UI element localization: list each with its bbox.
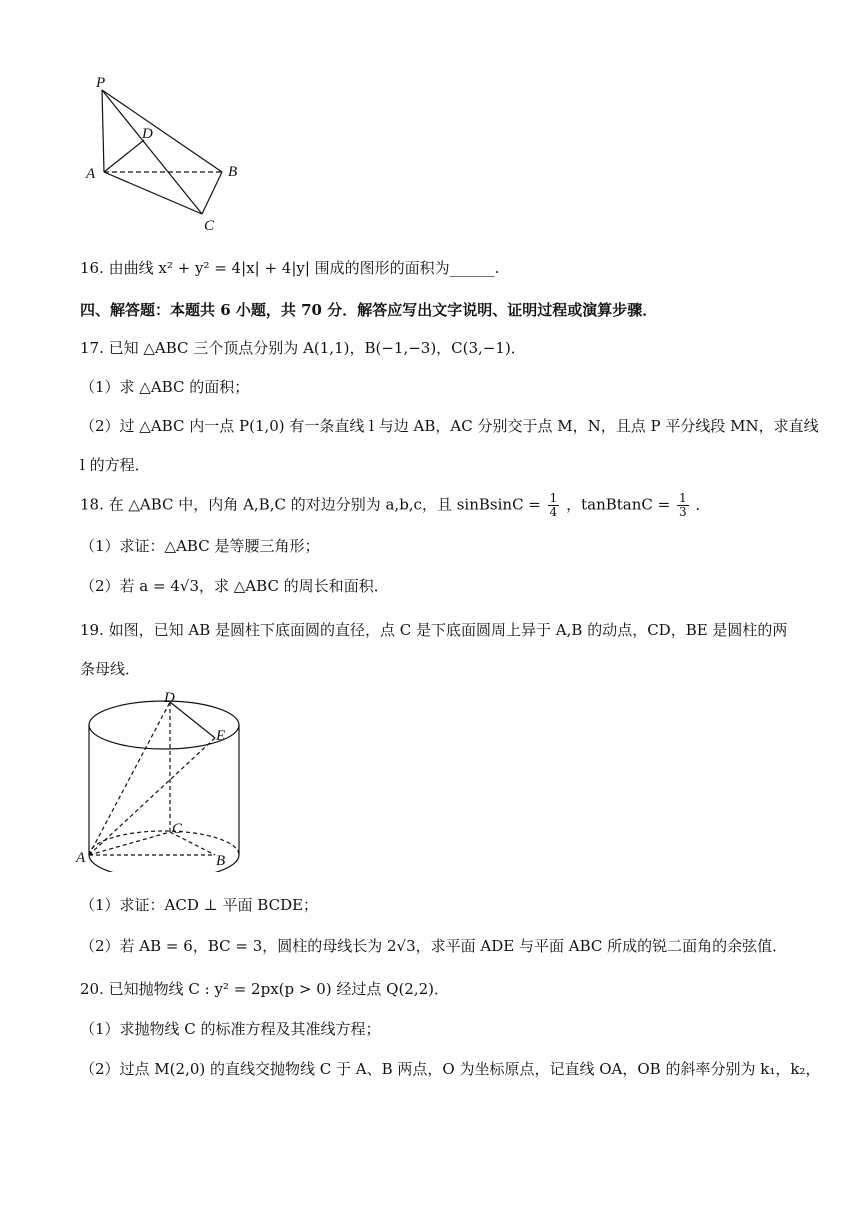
label-d: D (164, 690, 175, 706)
question-17-part2: （2）过 △ABC 内一点 P(1,0) 有一条直线 l 与边 AB，AC 分别交于点 M，N，且点 P 平分线段 MN，求直线 (80, 417, 819, 435)
edge-ad (89, 702, 170, 855)
question-19-stem: 19. 如图，已知 AB 是圆柱下底面圆的直径，点 C 是下底面圆周上异于 A,B 的动点，CD，BE 是圆柱的两 (80, 621, 788, 639)
question-19-stem-cont: 条母线． (80, 660, 141, 678)
label-e: E (216, 728, 226, 744)
label-c: C (204, 218, 215, 234)
question-19-part2: （2）若 AB = 6，BC = 3，圆柱的母线长为 2√3，求平面 ADE 与平面 ABC 所成的锐二面角的余弦值． (80, 937, 788, 955)
label-c: C (172, 821, 183, 837)
q18-stem-b: ，tanBtanC = (566, 495, 671, 514)
q18-stem-c: ． (695, 495, 711, 514)
label-a: A (76, 850, 86, 866)
fraction-one-third: $\frac{1}{3}$ (678, 491, 687, 519)
edge-pc (102, 90, 202, 214)
question-20-part1: （1）求抛物线 C 的标准方程及其准线方程； (80, 1020, 381, 1038)
question-17-part2-cont: l 的方程． (80, 456, 150, 474)
question-16: 16. 由曲线 x² + y² = 4|x| + 4|y| 围成的图形的面积为______. (80, 259, 500, 277)
label-d: D (142, 126, 153, 142)
question-19-part1: （1）求证：ACD ⊥ 平面 BCDE； (80, 896, 319, 914)
edge-ac (104, 172, 202, 214)
pyramid-figure (80, 72, 250, 237)
q18-stem-a: 18. 在 △ABC 中，内角 A,B,C 的对边分别为 a,b,c，且 sinBsinC = (80, 495, 541, 514)
edge-ad (104, 140, 144, 172)
edge-de (170, 702, 215, 738)
question-18-part2: （2）若 a = 4√3，求 △ABC 的周长和面积． (80, 577, 389, 595)
question-18-stem (80, 492, 710, 519)
cylinder-figure (74, 690, 249, 872)
question-18-part1: （1）求证：△ABC 是等腰三角形； (80, 537, 320, 555)
label-a: A (86, 166, 96, 182)
question-20-part2: （2）过点 M(2,0) 的直线交抛物线 C 于 A、B 两点，O 为坐标原点，记直线 OA，OB 的斜率分别为 k₁，k₂， (80, 1060, 821, 1078)
edge-pa (102, 90, 104, 172)
question-17-stem: 17. 已知 △ABC 三个顶点分别为 A(1,1)，B(−1,−3)，C(3,−1)． (80, 339, 526, 357)
edge-cb (202, 172, 222, 214)
label-b: B (228, 164, 238, 180)
label-p: P (96, 75, 106, 91)
fraction-one-quarter: $\frac{1}{4}$ (549, 491, 558, 519)
question-20-stem: 20. 已知抛物线 C : y² = 2px(p > 0) 经过点 Q(2,2)． (80, 980, 450, 998)
question-17-part1: （1）求 △ABC 的面积； (80, 378, 250, 396)
label-b: B (216, 853, 226, 869)
section-heading: 四、解答题：本题共 6 小题，共 70 分．解答应写出文字说明、证明过程或演算步骤． (80, 301, 658, 319)
